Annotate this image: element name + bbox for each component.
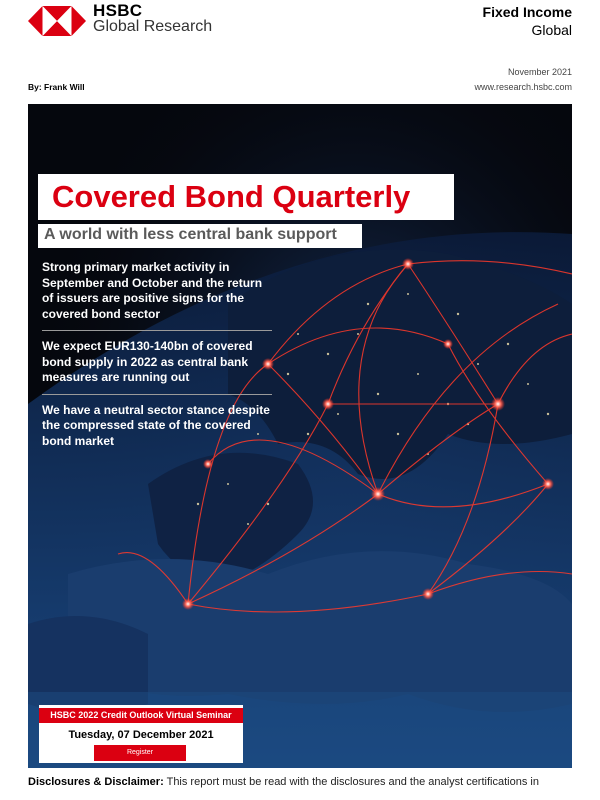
hsbc-logo-icon — [28, 6, 86, 36]
brand — [93, 3, 212, 35]
research-url-link[interactable]: www.research.hsbc.com — [474, 82, 572, 92]
report-subtitle: A world with less central bank support — [44, 226, 337, 243]
disclaimer — [28, 774, 568, 790]
seminar-date: Tuesday, 07 December 2021 — [68, 729, 214, 741]
register-button[interactable]: Register — [94, 745, 186, 761]
key-point: Strong primary market activity in September and October and the return of issuers are positive signs for the covered bond sector — [42, 260, 263, 321]
seminar-promo — [39, 705, 243, 763]
cover-image — [28, 104, 572, 768]
disclaimer-label: Disclosures & Disclaimer: — [28, 776, 164, 788]
report-category — [483, 3, 572, 39]
publication-date: November 2021 — [507, 67, 572, 77]
key-points — [42, 260, 272, 457]
brand-name: HSBC — [93, 1, 143, 20]
brand-division: Global Research — [93, 18, 213, 35]
key-point: We have a neutral sector stance despite the compressed state of the covered bond market — [42, 402, 270, 448]
report-title: Covered Bond Quarterly — [52, 179, 411, 214]
disclaimer-text: This report must be read with the disclosures and the analyst certifications in — [166, 776, 539, 788]
title-panel — [38, 174, 454, 220]
seminar-title: HSBC 2022 Credit Outlook Virtual Seminar — [39, 708, 243, 723]
author-line: By: Frank Will — [28, 82, 85, 92]
key-point: We expect EUR130-140bn of covered bond supply in 2022 as central bank measures are running out — [42, 339, 253, 384]
region-label: Global — [531, 22, 572, 38]
subtitle-panel — [38, 224, 362, 248]
divider — [42, 394, 272, 395]
category-label: Fixed Income — [482, 4, 572, 20]
divider — [42, 330, 272, 331]
